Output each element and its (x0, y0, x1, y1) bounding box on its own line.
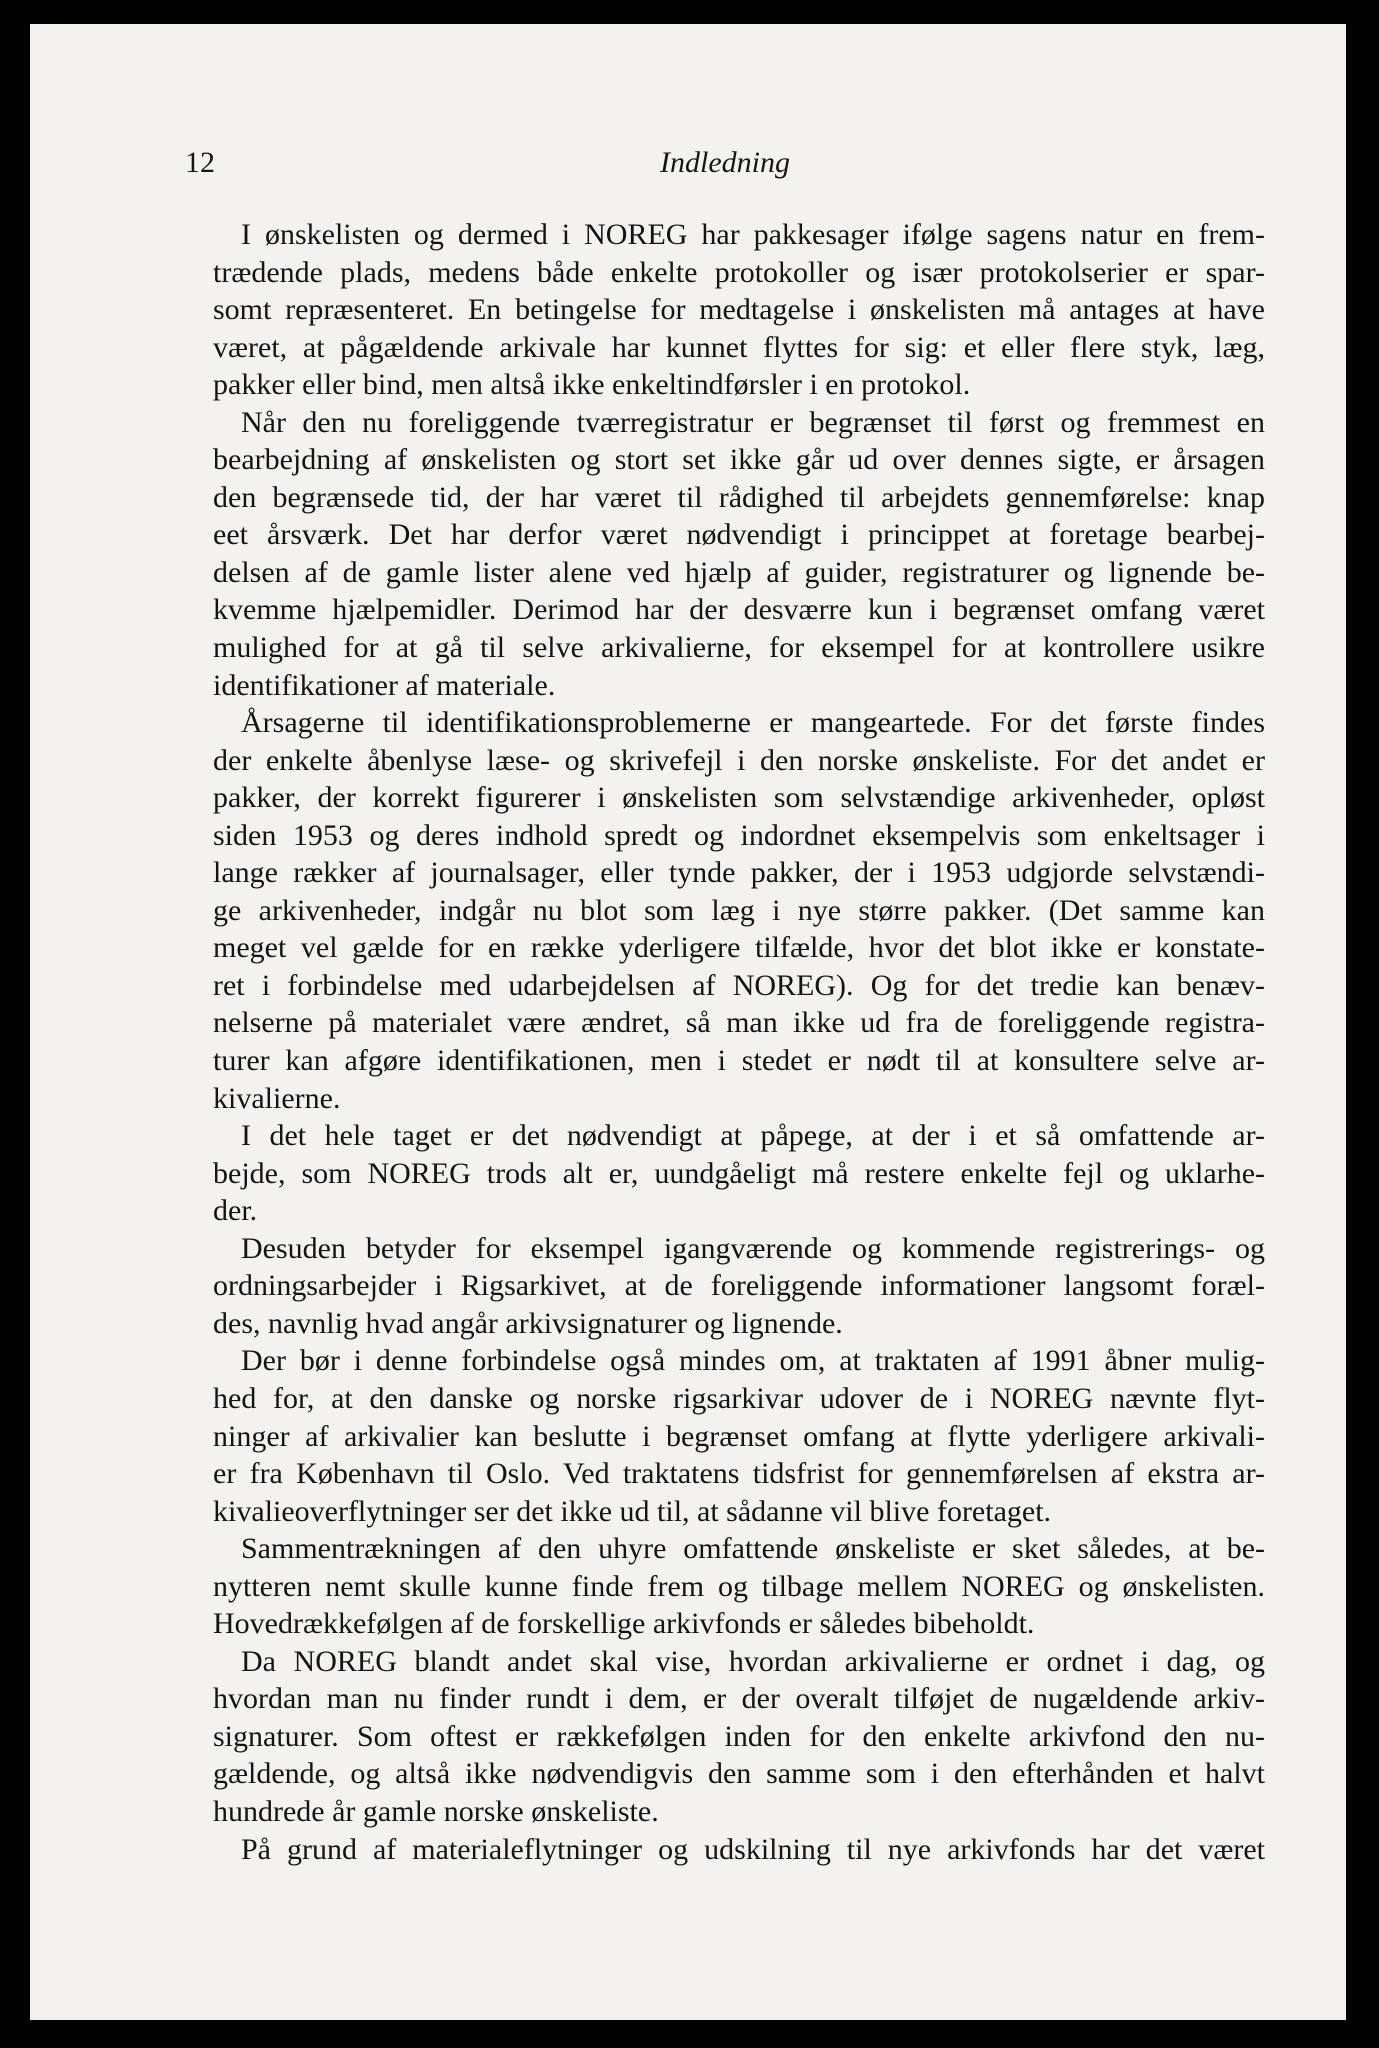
text-line: ge arkivenheder, indgår nu blot som læg i nye større pakker. (Det samme kan (213, 893, 1265, 927)
text-line: Der bør i denne forbindelse også mindes om, at traktaten af 1991 åbner mulig- (241, 1344, 1265, 1378)
text-line: nytteren nemt skulle kunne finde frem og tilbage mellem NOREG og ønskelisten. (213, 1569, 1265, 1603)
paragraph-7 (213, 1530, 1265, 1643)
text-line: været, at pågældende arkivale har kunnet flyttes for sig: et eller flere styk, læg, (213, 330, 1265, 364)
text-line: nelserne på materialet være ændret, så man ikke ud fra de foreliggende registra- (213, 1006, 1265, 1040)
paragraph-4 (213, 1117, 1265, 1230)
text-line: er fra København til Oslo. Ved traktatens tidsfrist for gennemførelsen af ekstra ar- (213, 1457, 1265, 1491)
text-line: siden 1953 og deres indhold spredt og indordnet eksempelvis som enkeltsager i (213, 818, 1265, 852)
section-title: Indledning (660, 146, 790, 179)
text-line: hed for, at den danske og norske rigsarkivar udover de i NOREG nævnte flyt- (213, 1381, 1265, 1415)
paragraph-9 (213, 1831, 1265, 1869)
text-line: hundrede år gamle norske ønskeliste. (213, 1794, 659, 1828)
text-line: somt repræsenteret. En betingelse for medtagelse i ønskelisten må antages at have (213, 293, 1265, 327)
text-line: delsen af de gamle lister alene ved hjælp af guider, registraturer og lignende be- (213, 555, 1265, 589)
text-line: pakker, der korrekt figurerer i ønskelisten som selvstændige arkivenheder, opløst (213, 781, 1265, 815)
text-line: ret i forbindelse med udarbejdelsen af NOREG). Og for det tredie kan benæv- (213, 968, 1265, 1002)
body-text (213, 216, 1265, 1868)
text-line: ninger af arkivalier kan beslutte i begrænset omfang at flytte yderligere arkivali- (213, 1419, 1265, 1453)
text-line: lange rækker af journalsager, eller tynde pakker, der i 1953 udgjorde selvstændi- (213, 856, 1265, 890)
text-line: bearbejdning af ønskelisten og stort set ikke går ud over dennes sigte, er årsagen (213, 443, 1265, 477)
running-head (185, 146, 1265, 190)
text-line: identifikationer af materiale. (213, 668, 556, 702)
paragraph-2 (213, 404, 1265, 704)
text-line: turer kan afgøre identifikationen, men i stedet er nødt til at konsultere selve ar- (213, 1044, 1265, 1078)
text-line: Da NOREG blandt andet skal vise, hvordan arkivalierne er ordnet i dag, og (241, 1644, 1265, 1678)
paragraph-1 (213, 216, 1265, 404)
text-line: meget vel gælde for en række yderligere tilfælde, hvor det blot ikke er konstate- (213, 931, 1265, 965)
page-number: 12 (185, 146, 215, 179)
text-line: des, navnlig hvad angår arkivsignaturer og lignende. (213, 1306, 843, 1340)
text-line: eet årsværk. Det har derfor været nødvendigt i princippet at foretage bearbej- (213, 518, 1265, 552)
text-line: Sammentrækningen af den uhyre omfattende ønskeliste er sket således, at be- (241, 1532, 1265, 1566)
text-line: bejde, som NOREG trods alt er, uundgåeligt må restere enkelte fejl og uklarhe- (213, 1156, 1265, 1190)
text-line: Desuden betyder for eksempel igangværende og kommende registrerings- og (241, 1231, 1265, 1265)
text-line: gældende, og altså ikke nødvendigvis den samme som i den efterhånden et halvt (213, 1757, 1265, 1791)
text-line: den begrænsede tid, der har været til rådighed til arbejdets gennemførelse: knap (213, 480, 1265, 514)
text-line: pakker eller bind, men altså ikke enkeltindførsler i en protokol. (213, 368, 971, 402)
text-line: der enkelte åbenlyse læse- og skrivefejl i den norske ønskeliste. For det andet er (213, 743, 1265, 777)
text-line: I det hele taget er det nødvendigt at påpege, at der i et så omfattende ar- (241, 1119, 1265, 1153)
paragraph-8 (213, 1643, 1265, 1831)
text-line: Når den nu foreliggende tværregistratur er begrænset til først og fremmest en (241, 405, 1265, 439)
paragraph-5 (213, 1230, 1265, 1343)
document-page (30, 24, 1346, 2020)
text-line: kvemme hjælpemidler. Derimod har der desværre kun i begrænset omfang været (213, 593, 1265, 627)
text-line: trædende plads, medens både enkelte protokoller og især protokolserier er spar- (213, 255, 1265, 289)
paragraph-6 (213, 1342, 1265, 1530)
text-line: ordningsarbejder i Rigsarkivet, at de foreliggende informationer langsomt foræl- (213, 1269, 1265, 1303)
text-line: I ønskelisten og dermed i NOREG har pakkesager ifølge sagens natur en frem- (241, 218, 1265, 251)
text-line: På grund af materialeflytninger og udskilning til nye arkivfonds har det været (241, 1832, 1265, 1866)
text-line: kivalieoverflytninger ser det ikke ud til, at sådanne vil blive foretaget. (213, 1494, 1052, 1528)
text-line: signaturer. Som oftest er rækkefølgen inden for den enkelte arkivfond den nu- (213, 1719, 1265, 1753)
text-line: hvordan man nu finder rundt i dem, er der overalt tilføjet de nugældende arkiv- (213, 1682, 1265, 1716)
text-line: kivalierne. (213, 1081, 341, 1115)
text-line: der. (213, 1194, 258, 1228)
text-line: Årsagerne til identifikationsproblemerne er mangeartede. For det første findes (241, 706, 1265, 740)
text-line: mulighed for at gå til selve arkivalierne, for eksempel for at kontrollere usikre (213, 631, 1265, 665)
paragraph-3 (213, 704, 1265, 1117)
text-line: Hovedrækkefølgen af de forskellige arkivfonds er således bibeholdt. (213, 1607, 1035, 1641)
